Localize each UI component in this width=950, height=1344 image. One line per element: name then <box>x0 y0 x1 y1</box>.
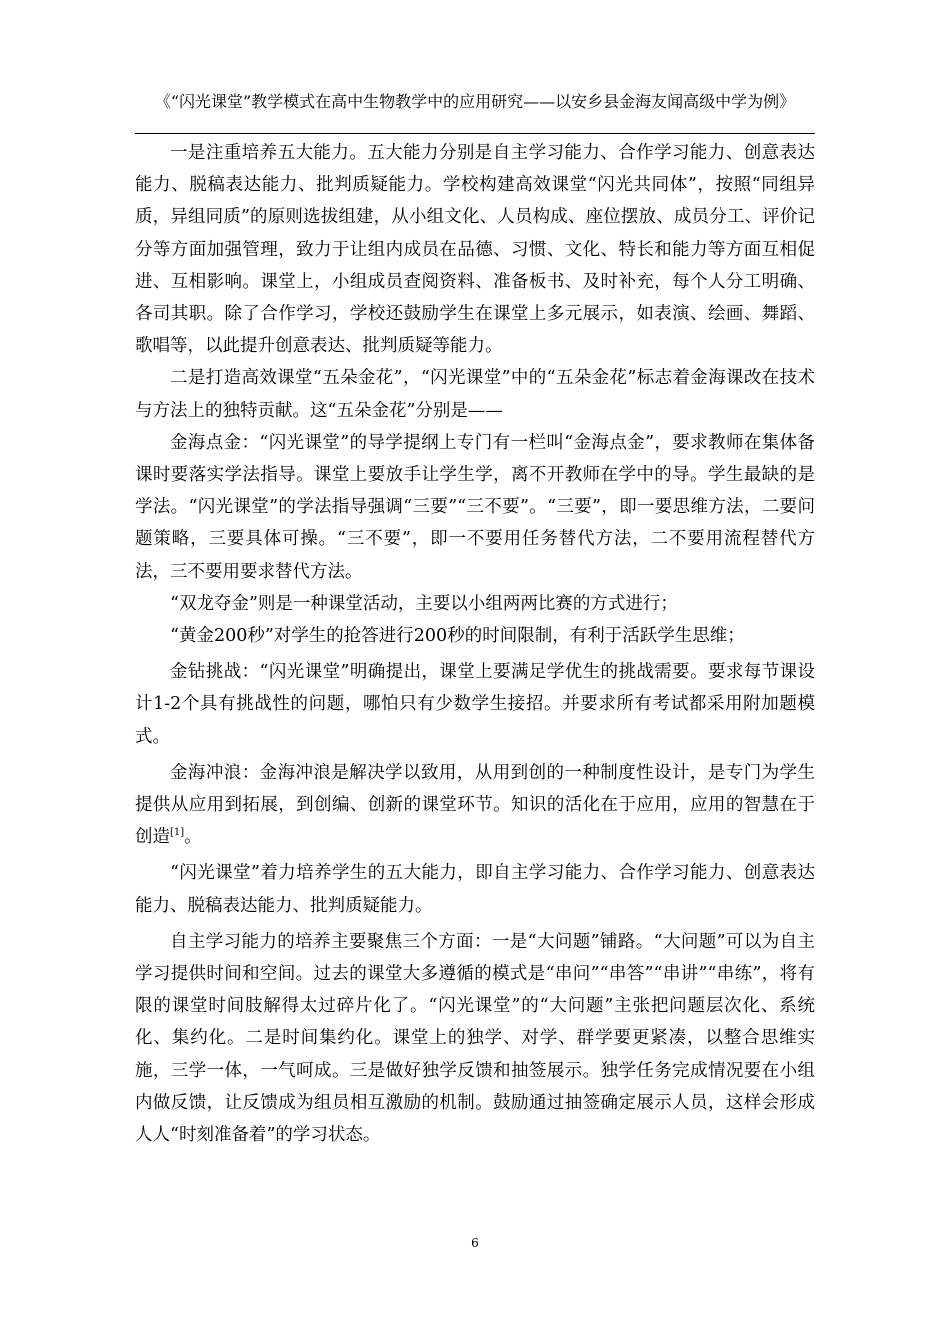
paragraph-9: 自主学习能力的培养主要聚焦三个方面：一是“大问题”铺路。“大问题”可以为自主学习提供时间和空间。过去的课堂大多遵循的模式是“串问”“串答”“串讲”“串练”，将有限的课堂时间肢解得太过碎片化了。“闪光课堂”的“大问题”主张把问题层次化、系统化、集约化。二是时间集约化。课堂上的独学、对学、群学要更紧凑，以整合思维实施，三学一体，一气呵成。三是做好独学反馈和抽签展示。独学任务完成情况要在小组内做反馈，让反馈成为组员相互激励的机制。鼓励通过抽签确定展示人员，这样会形成人人“时刻准备着”的学习状态。 <box>135 931 815 1146</box>
paragraph-1: 一是注重培养五大能力。五大能力分别是自主学习能力、合作学习能力、创意表达能力、脱稿表达能力、批判质疑能力。学校构建高效课堂“闪光共同体”，按照“同组异质，异组同质”的原则选拔组建，从小组文化、人员构成、座位摆放、成员分工、评价记分等方面加强管理，致力于让组内成员在品德、习惯、文化、特长和能力等方面互相促进、互相影响。课堂上，小组成员查阅资料、准备板书、及时补充，每个人分工明确、各司其职。除了合作学习，学校还鼓励学生在课堂上多元展示，如表演、绘画、舞蹈、歌唱等，以此提升创意表达、批判质疑等能力。 <box>135 143 815 357</box>
paragraph-7 <box>135 757 815 854</box>
body-text <box>135 137 815 1151</box>
citation-marker: [1] <box>170 827 185 839</box>
paragraph-8: “闪光课堂”着力培养学生的五大能力，即自主学习能力、合作学习能力、创意表达能力、脱稿表达能力、批判质疑能力。 <box>135 863 815 916</box>
header-rule <box>135 133 815 134</box>
running-header: 《“闪光课堂”教学模式在高中生物教学中的应用研究——以安乡县金海友闻高级中学为例》 <box>154 92 796 111</box>
paragraph-2: 二是打造高效课堂“五朵金花”，“闪光课堂”中的“五朵金花”标志着金海课改在技术与方法上的独特贡献。这“五朵金花”分别是—— <box>135 368 815 421</box>
paragraph-4: “双龙夺金”则是一种课堂活动，主要以小组两两比赛的方式进行； <box>170 593 678 614</box>
paragraph-7-text: 金海冲浪：金海冲浪是解决学以致用，从用到创的一种制度性设计，是专门为学生提供从应用到拓展，到创编、创新的课堂环节。知识的活化在于应用，应用的智慧在于创造 <box>135 762 815 848</box>
paragraph-6: 金钻挑战：“闪光课堂”明确提出，课堂上要满足学优生的挑战需要。要求每节课设计1-2个具有挑战性的问题，哪怕只有少数学生接招。并要求所有考试都采用附加题模式。 <box>135 662 815 747</box>
paragraph-5: “黄金200秒”对学生的抢答进行200秒的时间限制，有利于活跃学生思维； <box>170 626 745 647</box>
page-number: 6 <box>471 1236 479 1250</box>
paragraph-3: 金海点金：“闪光课堂”的导学提纲上专门有一栏叫“金海点金”，要求教师在集体备课时要落实学法指导。课堂上要放手让学生学，离不开教师在学中的导。学生最缺的是学法。“闪光课堂”的学法指导强调“三要”“三不要”。“三要”，即一要思维方法，二要问题策略，三要具体可操。“三不要”，即一不要用任务替代方法，二不要用流程替代方法，三不要用要求替代方法。 <box>135 432 815 582</box>
paragraph-7-end: 。 <box>184 827 202 848</box>
